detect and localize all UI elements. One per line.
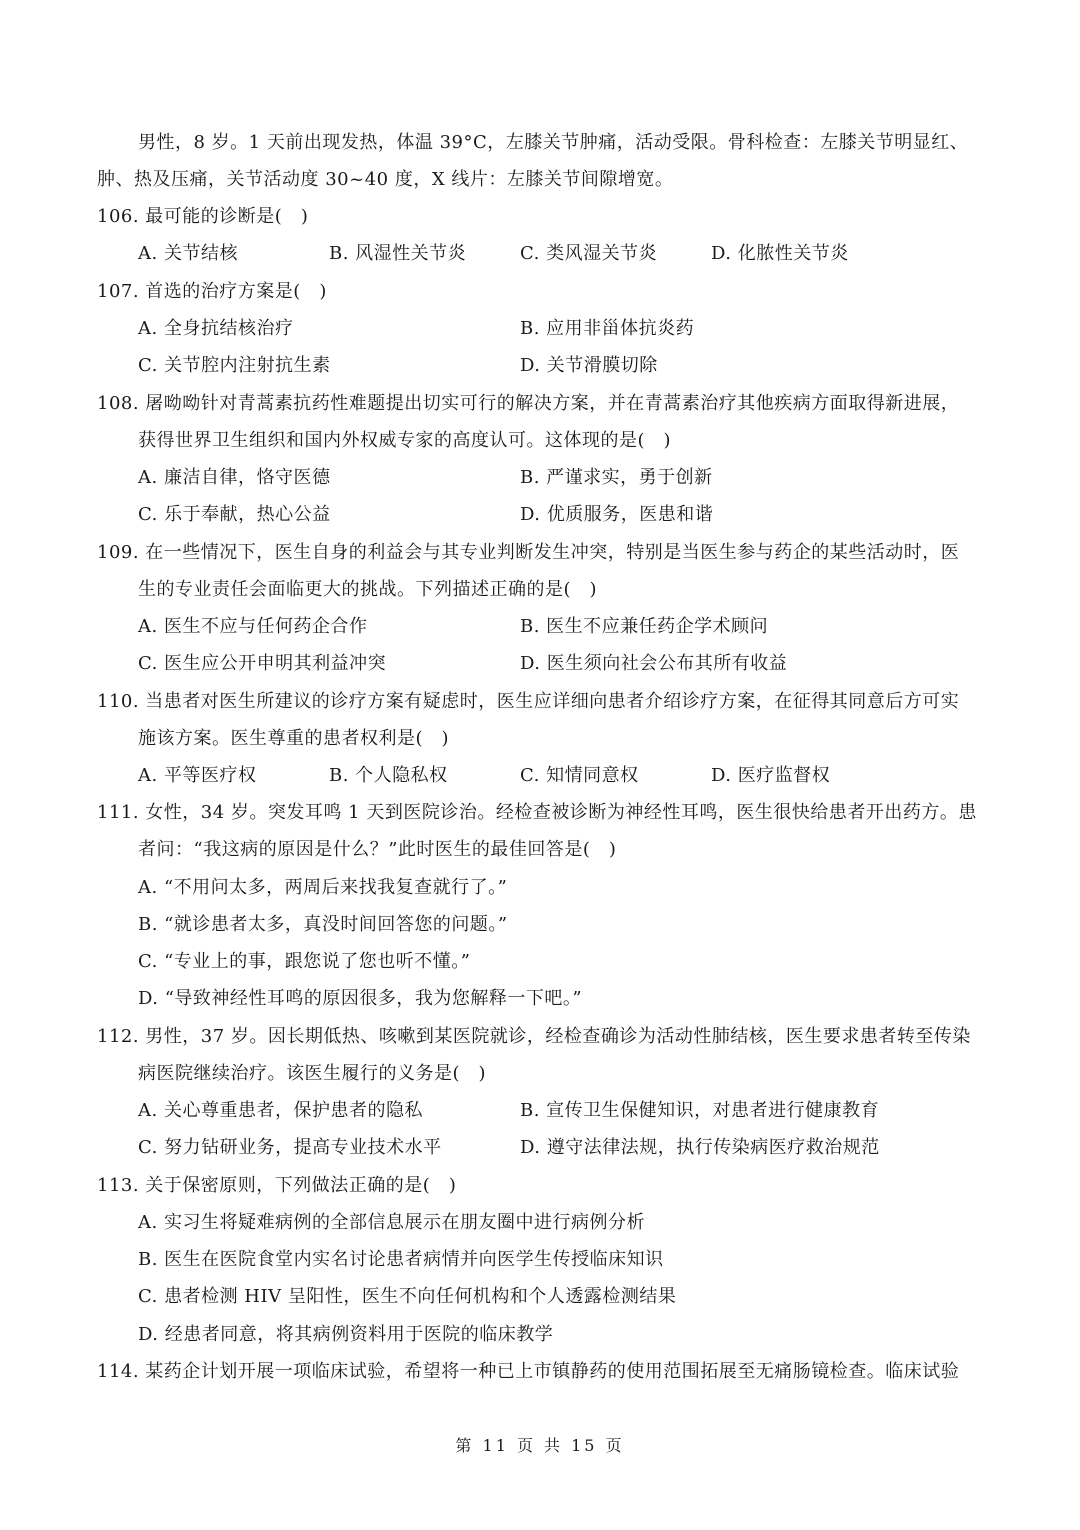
q111-option-c: C. “专业上的事，跟您说了您也听不懂。” [138,951,471,972]
q109-option-c: C. 医生应公开申明其利益冲突 [138,653,387,674]
q112-option-a: A. 关心尊重患者，保护患者的隐私 [138,1100,423,1121]
q106-option-a: A. 关节结核 [138,243,238,264]
q107-option-d: D. 关节滑膜切除 [520,355,658,376]
q111-option-a: A. “不用问太多，两周后来找我复查就行了。” [138,877,508,898]
q108-option-a: A. 廉洁自律，恪守医德 [138,467,331,488]
question-109-line-2: 生的专业责任会面临更大的挑战。下列描述正确的是( ) [138,579,598,600]
q106-option-c: C. 类风湿关节炎 [520,243,658,264]
q113-option-d: D. 经患者同意，将其病例资料用于医院的临床教学 [138,1324,554,1345]
question-111-line-1: 111. 女性，34 岁。突发耳鸣 1 天到医院诊治。经检查被诊断为神经性耳鸣，医生很快给患者开出药方。患 [97,802,977,823]
q112-option-c: C. 努力钻研业务，提高专业技术水平 [138,1137,442,1158]
q110-option-c: C. 知情同意权 [520,765,639,786]
q106-option-d: D. 化脓性关节炎 [711,243,849,264]
q113-option-b: B. 医生在医院食堂内实名讨论患者病情并向医学生传授临床知识 [138,1249,664,1270]
question-106: 106. 最可能的诊断是( ) [97,206,309,227]
q108-option-d: D. 优质服务，医患和谐 [520,504,714,525]
case-stem-line-1: 男性，8 岁。1 天前出现发热，体温 39°C，左膝关节肿痛，活动受限。骨科检查：左膝关节明显红、 [138,132,969,153]
q109-option-a: A. 医生不应与任何药企合作 [138,616,368,637]
question-112-line-1: 112. 男性，37 岁。因长期低热、咳嗽到某医院就诊，经检查确诊为活动性肺结核，医生要求患者转至传染 [97,1026,971,1047]
question-112-line-2: 病医院继续治疗。该医生履行的义务是( ) [138,1063,487,1084]
q110-option-a: A. 平等医疗权 [138,765,257,786]
q111-option-b: B. “就诊患者太多，真没时间回答您的问题。” [138,914,508,935]
q107-option-a: A. 全身抗结核治疗 [138,318,294,339]
q110-option-d: D. 医疗监督权 [711,765,831,786]
question-110-line-2: 施该方案。医生尊重的患者权利是( ) [138,728,450,749]
q106-option-b: B. 风湿性关节炎 [329,243,467,264]
q109-option-d: D. 医生须向社会公布其所有收益 [520,653,788,674]
question-108-line-1: 108. 屠呦呦针对青蒿素抗药性难题提出切实可行的解决方案，并在青蒿素治疗其他疾病方面取得新进展， [97,393,960,414]
question-109-line-1: 109. 在一些情况下，医生自身的利益会与其专业判断发生冲突，特别是当医生参与药企的某些活动时，医 [97,542,960,563]
page-footer: 第 11 页 共 15 页 [455,1436,625,1455]
question-111-line-2: 者问：“我这病的原因是什么？”此时医生的最佳回答是( ) [138,839,617,860]
case-stem-line-2: 肿、热及压痛，关节活动度 30~40 度，X 线片：左膝关节间隙增宽。 [97,169,674,190]
question-113: 113. 关于保密原则，下列做法正确的是( ) [97,1175,457,1196]
q107-option-c: C. 关节腔内注射抗生素 [138,355,331,376]
q113-option-a: A. 实习生将疑难病例的全部信息展示在朋友圈中进行病例分析 [138,1212,645,1233]
question-110-line-1: 110. 当患者对医生所建议的诊疗方案有疑虑时，医生应详细向患者介绍诊疗方案，在征得其同意后方可实 [97,691,960,712]
q107-option-b: B. 应用非甾体抗炎药 [520,318,695,339]
q113-option-c: C. 患者检测 HIV 呈阳性，医生不向任何机构和个人透露检测结果 [138,1286,677,1307]
q108-option-c: C. 乐于奉献，热心公益 [138,504,331,525]
q109-option-b: B. 医生不应兼任药企学术顾问 [520,616,769,637]
question-108-line-2: 获得世界卫生组织和国内外权威专家的高度认可。这体现的是( ) [138,430,672,451]
question-107: 107. 首选的治疗方案是( ) [97,281,327,302]
q112-option-b: B. 宣传卫生保健知识，对患者进行健康教育 [520,1100,880,1121]
question-114-line-1: 114. 某药企计划开展一项临床试验，希望将一种已上市镇静药的使用范围拓展至无痛肠镜检查。临床试验 [97,1361,960,1382]
q110-option-b: B. 个人隐私权 [329,765,448,786]
q111-option-d: D. “导致神经性耳鸣的原因很多，我为您解释一下吧。” [138,988,583,1009]
q108-option-b: B. 严谨求实，勇于创新 [520,467,713,488]
q112-option-d: D. 遵守法律法规，执行传染病医疗救治规范 [520,1137,880,1158]
